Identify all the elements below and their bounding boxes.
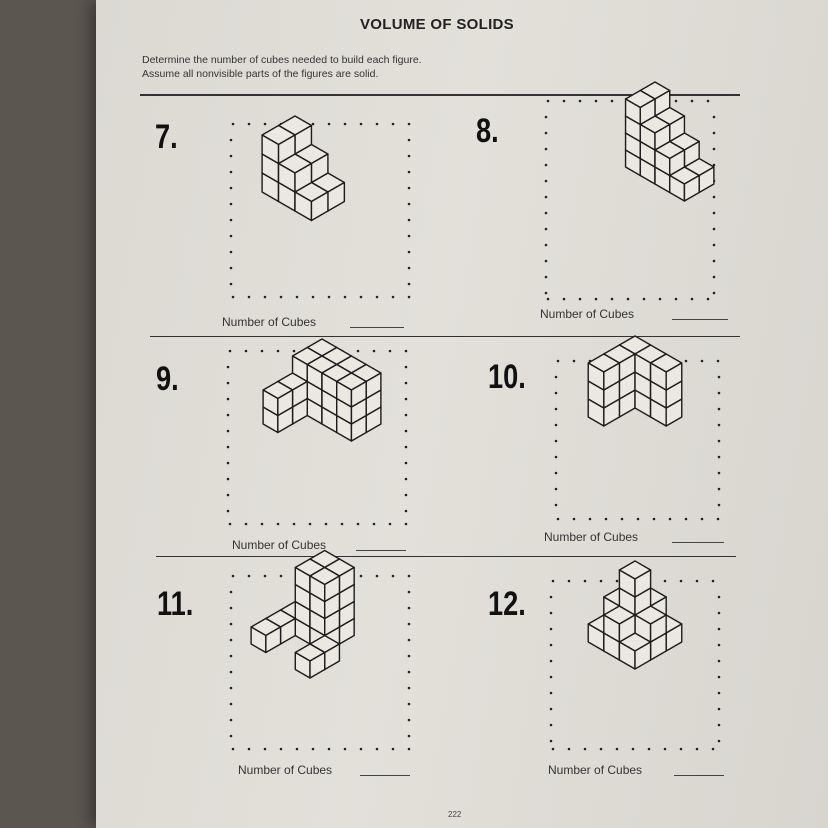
problem-9-number: 9.: [156, 360, 179, 398]
problem-10-number: 10.: [488, 358, 526, 396]
instruction-line-1: Determine the number of cubes needed to build each figure.: [142, 54, 422, 66]
problem-11-caption: Number of Cubes: [238, 763, 333, 777]
problem-8-number: 8.: [476, 112, 499, 150]
page-title: VOLUME OF SOLIDS: [360, 16, 514, 33]
problem-11-answer-blank[interactable]: [360, 775, 410, 776]
problem-7-figure: [225, 118, 415, 303]
problem-10-figure: [550, 355, 725, 525]
problem-10-caption: Number of Cubes: [544, 530, 639, 544]
problem-8-figure: [540, 95, 720, 305]
problem-12-figure: [545, 575, 725, 755]
problem-9-answer-blank[interactable]: [356, 550, 406, 551]
problem-12-answer-blank[interactable]: [674, 775, 724, 776]
row-divider-2: [156, 556, 736, 557]
problem-11-number: 11.: [157, 585, 194, 623]
row-divider-1: [150, 336, 740, 337]
problem-12-number: 12.: [488, 585, 526, 623]
page-number: 222: [448, 810, 462, 819]
problem-8-answer-blank[interactable]: [672, 319, 728, 320]
problem-7-answer-blank[interactable]: [350, 327, 404, 328]
instruction-line-2: Assume all nonvisible parts of the figures are solid.: [142, 68, 379, 80]
problem-9-caption: Number of Cubes: [232, 538, 327, 552]
problem-7-caption: Number of Cubes: [222, 315, 317, 329]
problem-9-figure: [222, 345, 412, 530]
problem-8-caption: Number of Cubes: [540, 307, 635, 321]
problem-12-caption: Number of Cubes: [548, 763, 643, 777]
problem-11-figure: [225, 570, 415, 755]
problem-7-number: 7.: [155, 118, 178, 156]
problem-10-answer-blank[interactable]: [672, 542, 724, 543]
